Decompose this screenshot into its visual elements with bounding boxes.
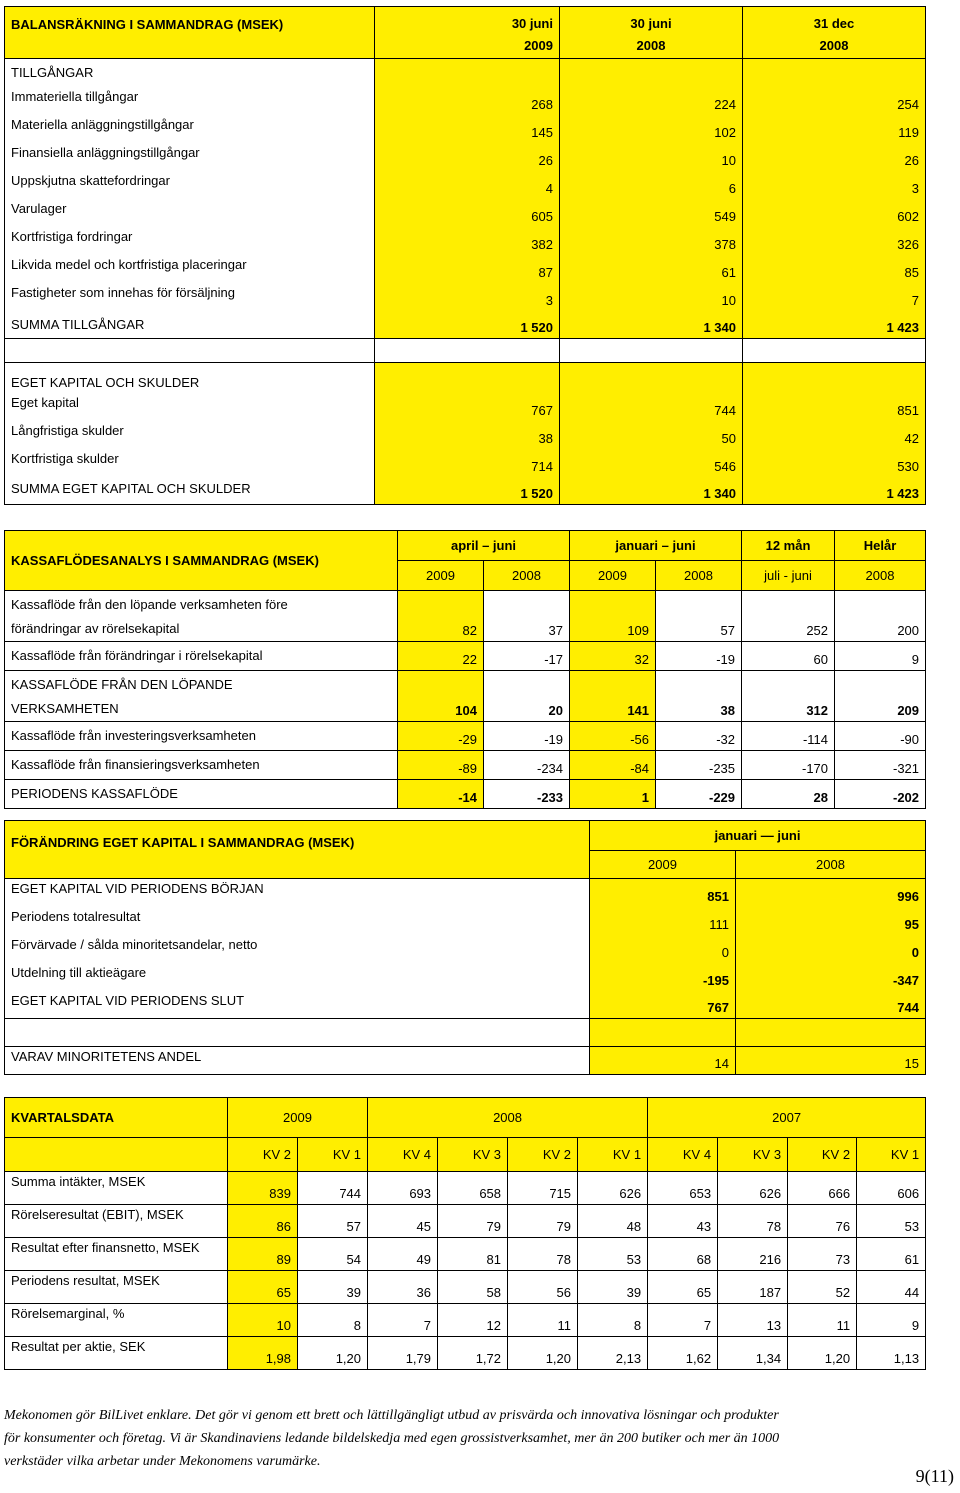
cashflow-value: 252 <box>742 591 835 642</box>
liabilities-total-label: SUMMA EGET KAPITAL OCH SKULDER <box>5 477 375 505</box>
quarterly-value: 11 <box>508 1304 578 1337</box>
asset-label: Kortfristiga fordringar <box>5 227 375 255</box>
asset-value: 145 <box>375 115 560 143</box>
quarterly-value: 68 <box>648 1238 718 1271</box>
quarterly-value: 1,72 <box>438 1337 508 1370</box>
quarterly-value: 79 <box>508 1205 578 1238</box>
footer-text <box>4 1404 904 1473</box>
balance-col-header: 30 juni 2008 <box>560 7 743 59</box>
cashflow-label-line: Kassaflöde från finansieringsverksamheten <box>11 757 260 772</box>
quarterly-value: 693 <box>368 1172 438 1205</box>
quarterly-row-label: Resultat efter finansnetto, MSEK <box>5 1238 228 1271</box>
liability-value: 38 <box>375 421 560 449</box>
quarterly-value: 78 <box>718 1205 788 1238</box>
liabilities-heading: EGET KAPITAL OCH SKULDER <box>5 363 375 393</box>
quarterly-value: 11 <box>788 1304 857 1337</box>
asset-value: 605 <box>375 199 560 227</box>
quarterly-value: 48 <box>578 1205 648 1238</box>
asset-value: 85 <box>743 255 926 283</box>
asset-value: 254 <box>743 87 926 115</box>
assets-heading: TILLGÅNGAR <box>5 59 375 87</box>
asset-label: Uppskjutna skattefordringar <box>5 171 375 199</box>
minority-value: 14 <box>590 1047 736 1075</box>
quarterly-table <box>4 1097 926 1370</box>
cashflow-value: -229 <box>656 780 742 809</box>
cashflow-value: -233 <box>484 780 570 809</box>
quarterly-row-label: Rörelseresultat (EBIT), MSEK <box>5 1205 228 1238</box>
quarter-header: KV 2 <box>508 1138 578 1172</box>
quarterly-year-header: 2007 <box>648 1098 926 1138</box>
cashflow-row-label <box>5 722 398 751</box>
asset-value: 87 <box>375 255 560 283</box>
equity-row-label: EGET KAPITAL VID PERIODENS SLUT <box>5 991 590 1019</box>
quarterly-value: 7 <box>368 1304 438 1337</box>
asset-label: Likvida medel och kortfristiga placeringar <box>5 255 375 283</box>
equity-value: 0 <box>590 935 736 963</box>
quarterly-value: 53 <box>857 1205 926 1238</box>
cashflow-section <box>4 530 926 809</box>
quarterly-row-label: Periodens resultat, MSEK <box>5 1271 228 1304</box>
quarter-header: KV 3 <box>438 1138 508 1172</box>
quarterly-value: 1,20 <box>508 1337 578 1370</box>
cashflow-value: -90 <box>835 722 926 751</box>
equity-row-label: Förvärvade / sålda minoritetsandelar, netto <box>5 935 590 963</box>
balance-col-header: 30 juni 2009 <box>375 7 560 59</box>
quarterly-value: 43 <box>648 1205 718 1238</box>
liabilities-total-value: 1 520 <box>375 477 560 505</box>
assets-total-value: 1 520 <box>375 311 560 339</box>
quarterly-value: 839 <box>228 1172 298 1205</box>
cashflow-value: -19 <box>656 642 742 671</box>
cashflow-value: -234 <box>484 751 570 780</box>
balance-sheet-title: BALANSRÄKNING I SAMMANDRAG (MSEK) <box>5 7 375 59</box>
cashflow-title: KASSAFLÖDESANALYS I SAMMANDRAG (MSEK) <box>5 531 398 591</box>
quarterly-value: 744 <box>298 1172 368 1205</box>
cashflow-row-label <box>5 591 398 642</box>
asset-value: 3 <box>743 171 926 199</box>
cashflow-year-header: 2008 <box>656 561 742 591</box>
quarterly-year-header: 2008 <box>368 1098 648 1138</box>
quarterly-value: 57 <box>298 1205 368 1238</box>
asset-value: 3 <box>375 283 560 311</box>
cashflow-value: 20 <box>484 671 570 722</box>
asset-value: 119 <box>743 115 926 143</box>
asset-value: 102 <box>560 115 743 143</box>
liability-label: Kortfristiga skulder <box>5 449 375 477</box>
cashflow-value: -321 <box>835 751 926 780</box>
equity-value: -195 <box>590 963 736 991</box>
cashflow-table <box>4 530 926 809</box>
cashflow-group-header: 12 mån <box>742 531 835 561</box>
balance-sheet-section <box>4 6 926 505</box>
cashflow-value: -84 <box>570 751 656 780</box>
asset-value: 4 <box>375 171 560 199</box>
quarterly-row-label: Resultat per aktie, SEK <box>5 1337 228 1370</box>
cashflow-value: 104 <box>398 671 484 722</box>
asset-label: Varulager <box>5 199 375 227</box>
quarterly-value: 81 <box>438 1238 508 1271</box>
cashflow-value: -29 <box>398 722 484 751</box>
footer-line: för konsumenter och företag. Vi är Skandinaviens ledande bildelskedja med egen grossistverksamhet, mer än 200 butiker och mer än 1000 <box>4 1431 780 1446</box>
quarterly-value: 36 <box>368 1271 438 1304</box>
quarterly-value: 56 <box>508 1271 578 1304</box>
quarterly-value: 44 <box>857 1271 926 1304</box>
cashflow-label-line: Kassaflöde från förändringar i rörelsekapital <box>11 648 263 663</box>
quarterly-value: 76 <box>788 1205 857 1238</box>
cashflow-value: 57 <box>656 591 742 642</box>
equity-row-label: Periodens totalresultat <box>5 907 590 935</box>
asset-value: 7 <box>743 283 926 311</box>
equity-value: 996 <box>736 879 926 907</box>
quarter-header: KV 4 <box>368 1138 438 1172</box>
cashflow-label-line: Kassaflöde från den löpande verksamheten före <box>11 597 288 612</box>
quarterly-value: 666 <box>788 1172 857 1205</box>
assets-total-value: 1 340 <box>560 311 743 339</box>
quarterly-value: 86 <box>228 1205 298 1238</box>
quarterly-value: 1,79 <box>368 1337 438 1370</box>
equity-value: 767 <box>590 991 736 1019</box>
asset-value: 382 <box>375 227 560 255</box>
quarterly-value: 13 <box>718 1304 788 1337</box>
quarterly-value: 216 <box>718 1238 788 1271</box>
cashflow-label-line: förändringar av rörelsekapital <box>11 621 180 636</box>
footer-line: verkstäder vilka arbetar under Mekonomens varumärke. <box>4 1454 321 1469</box>
quarterly-value: 89 <box>228 1238 298 1271</box>
equity-row-label: Utdelning till aktieägare <box>5 963 590 991</box>
quarterly-value: 10 <box>228 1304 298 1337</box>
quarterly-value: 78 <box>508 1238 578 1271</box>
asset-value: 378 <box>560 227 743 255</box>
quarterly-value: 73 <box>788 1238 857 1271</box>
quarterly-row-label: Rörelsemarginal, % <box>5 1304 228 1337</box>
quarterly-value: 65 <box>648 1271 718 1304</box>
quarter-header: KV 1 <box>857 1138 926 1172</box>
quarter-header: KV 2 <box>228 1138 298 1172</box>
equity-title: FÖRÄNDRING EGET KAPITAL I SAMMANDRAG (MSEK) <box>5 821 590 879</box>
equity-change-section <box>4 820 926 1075</box>
cashflow-row-label <box>5 780 398 809</box>
cashflow-value: 82 <box>398 591 484 642</box>
equity-year-header: 2008 <box>736 851 926 879</box>
equity-value: 744 <box>736 991 926 1019</box>
quarterly-value: 39 <box>298 1271 368 1304</box>
liability-label: Långfristiga skulder <box>5 421 375 449</box>
cashflow-label-line: KASSAFLÖDE FRÅN DEN LÖPANDE <box>11 677 233 692</box>
asset-value: 26 <box>375 143 560 171</box>
cashflow-value: 312 <box>742 671 835 722</box>
asset-value: 26 <box>743 143 926 171</box>
quarterly-value: 1,13 <box>857 1337 926 1370</box>
quarterly-title: KVARTALSDATA <box>5 1098 228 1138</box>
spacer-row <box>5 1019 590 1047</box>
asset-value: 61 <box>560 255 743 283</box>
cashflow-value: -89 <box>398 751 484 780</box>
quarter-header: KV 3 <box>718 1138 788 1172</box>
quarterly-value: 79 <box>438 1205 508 1238</box>
asset-value: 224 <box>560 87 743 115</box>
liability-value: 767 <box>375 393 560 421</box>
cashflow-value: 209 <box>835 671 926 722</box>
quarterly-value: 52 <box>788 1271 857 1304</box>
cashflow-group-header: april – juni <box>398 531 570 561</box>
cashflow-group-header: Helår <box>835 531 926 561</box>
quarterly-value: 61 <box>857 1238 926 1271</box>
quarterly-value: 58 <box>438 1271 508 1304</box>
cashflow-row-label <box>5 642 398 671</box>
liability-value: 714 <box>375 449 560 477</box>
quarterly-value: 606 <box>857 1172 926 1205</box>
liabilities-total-value: 1 423 <box>743 477 926 505</box>
asset-value: 10 <box>560 283 743 311</box>
equity-year-header: 2009 <box>590 851 736 879</box>
asset-value: 326 <box>743 227 926 255</box>
quarterly-value: 1,34 <box>718 1337 788 1370</box>
cashflow-row-label <box>5 751 398 780</box>
cashflow-value: -32 <box>656 722 742 751</box>
quarterly-value: 626 <box>578 1172 648 1205</box>
asset-value: 602 <box>743 199 926 227</box>
asset-label: Materiella anläggningstillgångar <box>5 115 375 143</box>
cashflow-year-header: 2009 <box>398 561 484 591</box>
quarterly-value: 53 <box>578 1238 648 1271</box>
liability-value: 546 <box>560 449 743 477</box>
equity-value: 851 <box>590 879 736 907</box>
quarterly-value: 187 <box>718 1271 788 1304</box>
liability-value: 851 <box>743 393 926 421</box>
spacer-row <box>5 339 375 363</box>
balance-sheet-table <box>4 6 926 505</box>
equity-value: 111 <box>590 907 736 935</box>
quarterly-value: 1,20 <box>788 1337 857 1370</box>
liability-value: 50 <box>560 421 743 449</box>
cashflow-value: 109 <box>570 591 656 642</box>
quarterly-value: 49 <box>368 1238 438 1271</box>
cashflow-value: -56 <box>570 722 656 751</box>
assets-total-label: SUMMA TILLGÅNGAR <box>5 311 375 339</box>
asset-label: Fastigheter som innehas för försäljning <box>5 283 375 311</box>
liability-value: 42 <box>743 421 926 449</box>
cashflow-group-header: januari – juni <box>570 531 742 561</box>
quarterly-value: 1,20 <box>298 1337 368 1370</box>
cashflow-value: 1 <box>570 780 656 809</box>
quarterly-value: 9 <box>857 1304 926 1337</box>
quarterly-value: 1,62 <box>648 1337 718 1370</box>
cashflow-year-header: 2008 <box>835 561 926 591</box>
cashflow-year-header: 2009 <box>570 561 656 591</box>
cashflow-value: 32 <box>570 642 656 671</box>
cashflow-value: 28 <box>742 780 835 809</box>
equity-value: 95 <box>736 907 926 935</box>
footer-line: Mekonomen gör BilLivet enklare. Det gör vi genom ett brett och lättillgängligt utbud av prisvärda och innovativa lösningar och produkter <box>4 1408 779 1423</box>
cashflow-label-line: PERIODENS KASSAFLÖDE <box>11 786 178 801</box>
cashflow-label-line: VERKSAMHETEN <box>11 701 119 716</box>
asset-value: 549 <box>560 199 743 227</box>
balance-col-header: 31 dec 2008 <box>743 7 926 59</box>
equity-value: -347 <box>736 963 926 991</box>
cashflow-value: 60 <box>742 642 835 671</box>
liability-value: 530 <box>743 449 926 477</box>
quarterly-year-header: 2009 <box>228 1098 368 1138</box>
quarterly-value: 653 <box>648 1172 718 1205</box>
cashflow-value: -114 <box>742 722 835 751</box>
equity-change-table <box>4 820 926 1075</box>
equity-value: 0 <box>736 935 926 963</box>
cashflow-year-header: juli - juni <box>742 561 835 591</box>
quarterly-value: 8 <box>578 1304 648 1337</box>
asset-label: Finansiella anläggningstillgångar <box>5 143 375 171</box>
minority-value: 15 <box>736 1047 926 1075</box>
minority-label: VARAV MINORITETENS ANDEL <box>5 1047 590 1075</box>
cashflow-value: 200 <box>835 591 926 642</box>
quarter-header: KV 4 <box>648 1138 718 1172</box>
page-number: 9(11) <box>915 1466 954 1486</box>
cashflow-value: 38 <box>656 671 742 722</box>
quarterly-value: 39 <box>578 1271 648 1304</box>
quarterly-value: 7 <box>648 1304 718 1337</box>
cashflow-year-header: 2008 <box>484 561 570 591</box>
asset-value: 268 <box>375 87 560 115</box>
quarterly-value: 45 <box>368 1205 438 1238</box>
quarterly-value: 658 <box>438 1172 508 1205</box>
liabilities-total-value: 1 340 <box>560 477 743 505</box>
asset-label: Immateriella tillgångar <box>5 87 375 115</box>
cashflow-value: 9 <box>835 642 926 671</box>
quarterly-value: 65 <box>228 1271 298 1304</box>
cashflow-value: 22 <box>398 642 484 671</box>
cashflow-value: -202 <box>835 780 926 809</box>
cashflow-value: -17 <box>484 642 570 671</box>
liability-label: Eget kapital <box>5 393 375 421</box>
quarterly-value: 2,13 <box>578 1337 648 1370</box>
quarterly-value: 12 <box>438 1304 508 1337</box>
quarterly-section <box>4 1097 926 1370</box>
cashflow-value: -14 <box>398 780 484 809</box>
cashflow-value: -235 <box>656 751 742 780</box>
liability-value: 744 <box>560 393 743 421</box>
quarterly-value: 8 <box>298 1304 368 1337</box>
quarter-header: KV 1 <box>298 1138 368 1172</box>
asset-value: 6 <box>560 171 743 199</box>
cashflow-value: -170 <box>742 751 835 780</box>
quarter-header: KV 2 <box>788 1138 857 1172</box>
equity-row-label: EGET KAPITAL VID PERIODENS BÖRJAN <box>5 879 590 907</box>
cashflow-value: -19 <box>484 722 570 751</box>
cashflow-row-label <box>5 671 398 722</box>
cashflow-value: 141 <box>570 671 656 722</box>
assets-total-value: 1 423 <box>743 311 926 339</box>
quarterly-corner <box>5 1138 228 1172</box>
asset-value: 10 <box>560 143 743 171</box>
quarterly-value: 626 <box>718 1172 788 1205</box>
quarterly-row-label: Summa intäkter, MSEK <box>5 1172 228 1205</box>
quarter-header: KV 1 <box>578 1138 648 1172</box>
cashflow-label-line: Kassaflöde från investeringsverksamheten <box>11 728 256 743</box>
quarterly-value: 1,98 <box>228 1337 298 1370</box>
equity-group-header: januari — juni <box>590 821 926 851</box>
cashflow-value: 37 <box>484 591 570 642</box>
quarterly-value: 715 <box>508 1172 578 1205</box>
quarterly-value: 54 <box>298 1238 368 1271</box>
